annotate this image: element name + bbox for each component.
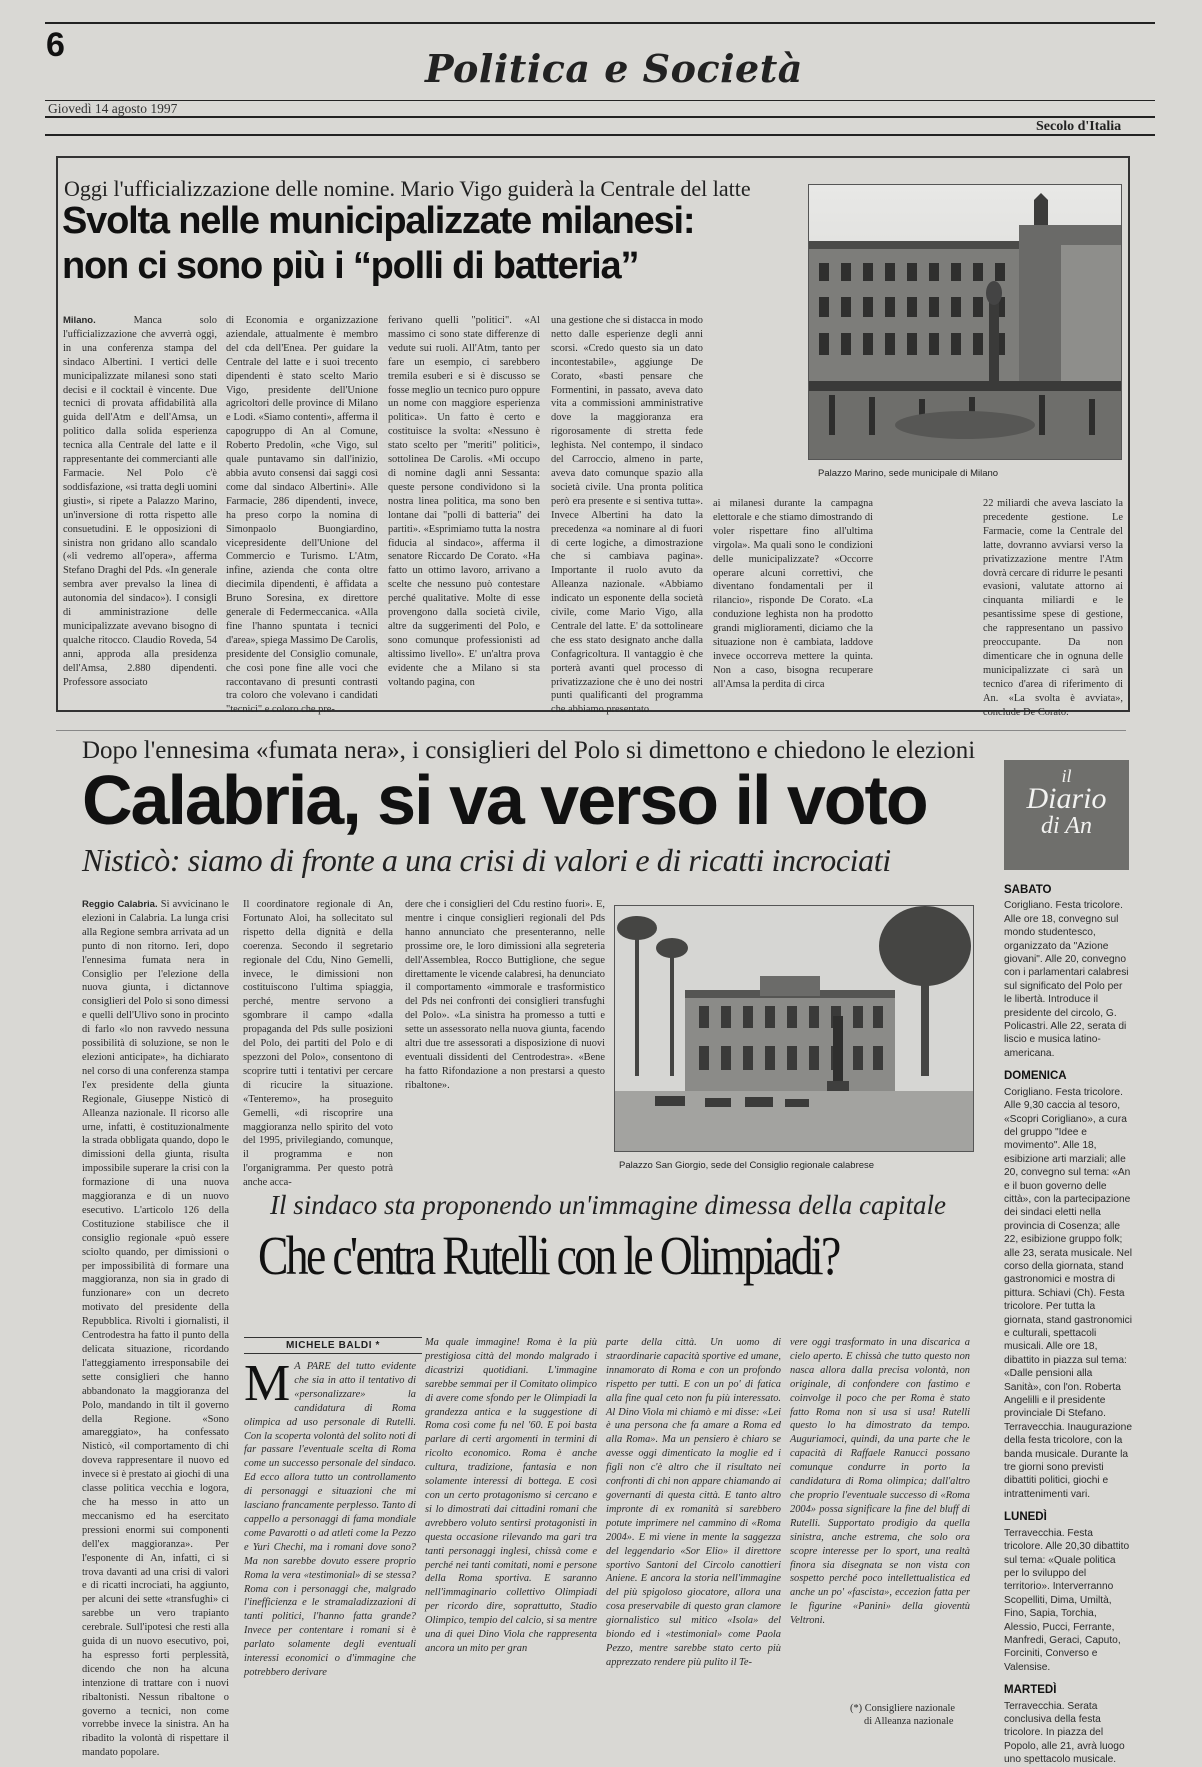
article1-kicker: Oggi l'ufficializzazione delle nomine. Mario Vigo guiderà la Centrale del latte [64,176,751,201]
article3-column-2: Ma quale immagine! Roma è la più prestigiosa città del mondo malgrado i dicastrizi quotidiani. L'immagine sarebbe semmai per il Comitato olimpico di avere come sfondo per le Olimpiadi la grandezza antica e la suggestione di Roma così come fu nel '60. E poi basta parlare di certi argomenti in termini di ricolto economico. Roma è anche cultura, tradizione, fantasia e non solamente interessi di bottega. E così con un certo protagonismo si cercano e si lo dimostrati dai cittadini romani che avrebbero voluto sentirsi protagonisti in questa occasione rilevando ma gari tra tanti personaggi inglesi, chissà come e perché nei tanti comitati, nomi e persone della Roma sportiva. E saranno nell'immaginario collettivo Olimpiadi per ricordo dire, soprattutto, Stadio Olimpico, tempio del calcio, si sa mentre una di quei Dino Viola che rappresenta ancora un mito per gran [425,1337,597,1654]
diary-lunedi-text: Terravecchia. Festa tricolore. Alle 20,30 dibattito sul tema: «Quale politica per lo sviluppo del territorio». Interverranno Scopelliti, Dima, Umiltà, Fino, Sapia, Torchia, Alessio, Pucci, Ferrante, Manfredi, Geraci, Caputo, Forciniti, Converso e Valensise. [1004,1527,1130,1673]
article2-column-2: Il coordinatore regionale di An, Fortunato Aloi, ha sollecitato sul rispetto della dignità e della coerenza. Secondo il segretario regionale del Cdu, Nino Gemelli, invece, le dimissioni non costituiscono l'ultima spiaggia, perché, mentre servono a sgombrare il campo «dalla propaganda del Pds sulle posizioni del Polo, dei partiti del Polo e di spezzoni del Polo», consentono di scoprire tutti i tentativi per cercare di ricucire la situazione. «Tenteremo», ha proseguito Gemelli, «di riscoprire una maggioranza nello spirito del voto del 1995, privilegiando, comunque, il programma e non l'organigramma. Per questo potrà anche acca- [243,899,393,1189]
page-number: 6 [46,26,65,64]
article3-footnote-line1: (*) Consigliere nazionale [850,1703,956,1714]
article3-column-4: vere oggi trasformato in una discarica a cielo aperto. E chissà che tutto questo non nasca allora dalla precisa volontà, non originale, di confondere con fastimo e coinvolge il poco che per Roma è stato fatto Roma non si usa si usa! Rutelli questo lo ha dimostrato da tempo. Auguriamoci, quindi, da una parte che le capacità di Raffaele Ranucci possano comunque condurre in porto la candidatura di Roma olimpica; dall'altro che proprio l'eventuale successo di «Roma 2004» possa significare la fine del bluff di Rutelli. Supportato prodigio da quella sinistra, anche estrema, che solo ora scopre interesse per lo sport, una realtà finora sia disegnata se non vista con sospetto perché poco intellettualistica ed anche un po' «fascista», eccezion fatta per le figurine «Panini» della gioventù Veltroni. [790,1337,970,1627]
diary-sabato-text: Corigliano. Festa tricolore. Alle ore 18, convegno sul mondo studentesco, organizzato da "Azione giovani". Alle 20, convegno con i parlamentari calabresi sul significato del Polo per le libertà. Introduce il presidente del circolo, G. Policastri. Alle 22, serata di liscio e musica latino-americana. [1004,900,1129,1059]
article3-byline: MICHELE BALDI * [244,1337,422,1354]
photo-palazzo-marino [808,184,1122,460]
article1-column-3: ferivano quelli "politici". «Al massimo ci sono state differenze di vedute sui ruoli. All'Atm, tanto per fare un esempio, ci sarebbero tremila esuberi e si è discusso se fosse meglio un tecnico puro oppure un nome con maggiore esperienza politica». Un fatto è certo e costituisce la svolta: «Nessuno è stato scelto per "meriti" politici», sottolinea De Carolis. «Mi occupo di nomine dagli anni Sessanta: queste persone condividono sì la nostra linea politica, ma sono ben lontane dai "polli di batteria" dei partiti». «Esprimiamo tutta la nostra fiducia al sindaco», afferma il senatore Riccardo De Corato. «Ha fatto un ottimo lavoro, arrivano a scelte che nessuno può contestare perché qualitative. Molte di esse provengono dalla società civile, altre da suggerimenti del Polo, e sono comunque professionisti ad altissimo livello». E' un'altra prova evidente che a Milano si sta voltando pagina, con [388,315,540,688]
diary-label-il: il [1061,766,1072,786]
article2-headline: Calabria, si va verso il voto [82,761,927,839]
article3-footnote [850,1702,955,1728]
article2-dateline: Reggio Calabria. [82,899,158,910]
diary-header [1004,760,1129,870]
diary-label-diario: Diario [1026,782,1107,815]
article1-dateline: Milano. [63,315,96,326]
article2-column-1: Reggio Calabria. Si avvicinano le elezioni in Calabria. La lunga crisi alla Regione sembra arrivata ad un punto di non ritorno. Ieri, dopo l'ennesima fumata nera in Consiglio per l'elezione della nuova giunta, i dictannove consiglieri del Polo si sono dimessi e quelli dell'Ulivo sono in procinto di farlo «lo non ravvedo nessuna possibilità di soluzione, se non le elezioni anticipate», ha dichiarato nel corso di una conferenza stampa l'ex presidente della giunta Regionale, Giuseppe Nisticò di Alleanza nazionale. Il ricorso alle urne, infatti, è costituzionalmente la strada obbligata quando, dopo le dimissioni della giunta, risulta impossibile superare la crisi con la formazione di una nuova maggioranza e di un nuovo esecutivo. L'articolo 126 della Costituzione stabilisce che il consiglio regionale «può essere sciolto quando, per dimissioni o per impossibilità di formare una maggioranza, non sia in grado di funzionare» con un decreto motivato del presidente della Repubblica. Rivolti i giornalisti, il Centrodestra ha fatto il punto della delicata situazione, ricordando l'atteggiamento irresponsabile dei sette consiglieri che hanno abbandonato la maggioranza del Polo, mandando in tilt il governo della Regione. «Sono amareggiato», ha confessato Nisticò, «il comportamento di chi doveva rappresentare il nuovo ed invece si è prestato ai giochi di una classe politica vecchia e logora, che ha messo in atto un meccanismo ed ha esercitato pressioni enormi sui componenti dell'ex maggioranza». Per l'esponente di An, infatti, ci si trova davanti ad una crisi di valori e di ricatti incrociati, ha aggiunto, per alcuni dei sette «transfughi» ci sarebbe un vero trapianto cerebrale. Sull'ipotesi che resti alla guida di un nuovo esecutivo, poi, ha espresso forti perplessità, dicendo che non ha alcuna intenzione di trattare con i nuovi ribaltonisti. Nessun ribaltone o governo a tecnici, non come vorrebbe invece la sinistra. An ha ribadito la volontà di rispettare il mandato popolare. [82,899,229,1759]
diary-martedi-text: Terravecchia. Serata conclusiva della festa tricolore. In piazza del Popolo, alle 21, avrà luogo uno spettacolo musicale. [1004,1700,1125,1766]
diary-domenica-text: Corigliano. Festa tricolore. Alle 9,30 caccia al tesoro, «Scopri Corigliano», a cura del gruppo "Idee e movimento". Alle 18, esibizione arti marziali; alle 20, convegno sul tema: «An e il buon governo delle città», con la partecipazione dei sindaci eletti nella provincia di Cosenza; alle 22, esibizione gruppo folk; alle 23, serata musicale. Nel corso della giornata, stand gastronomici e mostra di pittura. Schiavi (Ch). Festa tricolore. Per tutta la giornata, stand gastronomici e culturali, spettacoli musicali. Alle ore 18, dibattito in piazza sul tema: «Dalle pensioni alla Sanità», con l'on. Roberta Angelilli e il presidente provinciale Di Stefano. Terravecchia. Inaugurazione della festa tricolore, con la banda musicale. Durante la tre giorni sono previsti dibattiti politici, giochi e intrattenimenti vari. [1004,1086,1132,1500]
article2-subhead: Nisticò: siamo di fronte a una crisi di valori e di ricatti incrociati [82,842,891,878]
diary-listing [1004,878,1132,1766]
diary-sabato-label: SABATO [1004,884,1052,896]
diary-label-di-an: di An [1041,813,1092,839]
article1-column-6: 22 miliardi che aveva lasciato la precedente gestione. Le Farmacie, come la Centrale del latte, dovranno avviarsi verso la privatizzazione mentre l'Atm dovrà cercare di ridurre le pesanti evasioni, valutate attorno ai cinquanta miliardi e le pesantissime spese di gestione, che rappresentano un passivo preoccupante. Da non dimenticare che in ognuna delle municipalizzate ci sarà un tecnico d'area di riferimento di An. «La svolta è avviata», conclude De Corato. [983,498,1123,718]
article3-dropcap: M [244,1355,291,1412]
diary-lunedi-label: LUNEDÌ [1004,1511,1047,1524]
article2-column-3: dere che i consiglieri del Cdu restino fuori». E, mentre i cinque consiglieri regionali del Pds hanno annunciato che presenteranno, nelle prossime ore, le loro dimissioni alla segreteria dell'Assemblea, Rocco Buttiglione, che segue direttamente le vicende calabresi, ha denunciato il comportamento «immorale e trasformistico del Pds nei confronti dei consiglieri transfughi del Polo». «La sinistra ha promesso a tutti e sette un assessorato nella nuova giunta, facendo altri due tre assessorati a disposizione di nuovi eventuali dissidenti del Centrodestra». «Bene ha fatto Rifondazione a non prestarsi a questo ribaltone». [405,899,605,1091]
article3-column-1: M A PARE del tutto evidente che sia in atto il tentativo di «personalizzare» la candidatura di Roma olimpica ad uso personale di Rutelli. Con la scoperta volontà del solito noti di far passare l'eventuale scelta di Roma come un successo personale del sindaco. Ed ecco allora tutto un controllamento di personaggi e situazioni che mi lasciano francamente perplesso. Tanto di cappello a personaggi di fama mondiale come Pavarotti o ad atleti come la Pezzo e Yuri Chechi, ma i romani dove sono? Ma non sarebbe dovuto essere proprio Roma la vera «testimonial» di se stessa? Roma con i personaggi che, malgrado l'inefficienza e le stramaladizzazioni di tanti politici, l'hanno fatta grande? Invece per contentare i romani si è parlato solamente degli eventuali interessi economici o d'immagine che potrebbero derivare [244,1355,416,1678]
article2-kicker: Dopo l'ennesima «fumata nera», i consiglieri del Polo si dimettono e chiedono le elezioni [82,737,976,764]
article1-column-2: di Economia e organizzazione aziendale, attualmente è membro del cda dell'Enea. Per guidare la Centrale del latte e i suoi trecento dipendenti è stato scelto Mario Vigo, presidente dell'Unione agricoltori delle province di Milano e Lodi. «Siamo contenti», afferma il capogruppo di An al Comune, Roberto Predolin, «che Vigo, sul quale puntavamo sin dall'inizio, abbia avuto consensi dai saggi così come dal sindaco Albertini». Alle Farmacie, 286 dipendenti, invece, ha preso corpo la nomina di Simonpaolo Buongiardino, vicepresidente dell'Unione del Commercio e Turismo. L'Atm, infine, azienda che conta oltre diecimila dipendenti, è affidata a Bruno Soresina, ex direttore generale di Federmeccanica. «Alla fine l'hanno spuntata i tecnici d'area», spiega Massimo De Carolis, presidente del Consiglio comunale, che così pone fine alle voci che raccontavano di presunti contrasti tra coloro che volevano i candidati "tecnici" e coloro che pre- [226,315,378,716]
issue-date: Giovedì 14 agosto 1997 [48,101,178,116]
diary-domenica-label: DOMENICA [1004,1070,1067,1083]
article3-column-3: parte della città. Un uomo di straordinarie capacità sportive ed umane, innamorato di Roma e con un profondo rispetto per tutti. E con un po' di fatica alla fine qual ceto non fu più interessato. Al Dino Viola mi chiamò e mi disse: «Lei è una persona che fa amare a Roma ed alla Roma». Ma un pensiero è chiaro se avesse oggi dimenticato la moglie ed i figli non c'è altro che il risultato nei confronti di chi non appare chiamando ai governanti di questa città. E tanto altro impronte di ex romanità si sarebbero potute imprimere nel cammino di «Roma 2004». E mi viene in mente la saggezza del leggendario «Sor Elio» il direttore sportivo Santoni del Circolo canottieri Aniene. E ancora la storia nell'immagine del più spigoloso giocatore, allora una cosa preservabile di questo gran clamore giornalistico sul mitico «Isola» del biondo ed i «testimonial» come Paola Pezzo, mentre sarebbe stato certo più apprezzato rendere più pulito il Te- [606,1337,781,1668]
photo-caption-palazzo-san-giorgio: Palazzo San Giorgio, sede del Consiglio regionale calabrese [619,1160,875,1171]
article3-headline: Che c'entra Rutelli con le Olimpiadi? [258,1225,839,1286]
article3-kicker: Il sindaco sta proponendo un'immagine dimessa della capitale [270,1190,946,1220]
article3-footnote-line2: di Alleanza nazionale [864,1716,954,1727]
article1-column-5: ai milanesi durante la campagna elettorale e che stiamo dimostrando di voler rispettare fino all'ultima virgola». Ma quali sono le condizioni delle municipalizzate? «Occorre operare alcuni correttivi, che diventano fondamentali per il rilancio», risponde De Corato. «La conduzione leghista non ha prodotto grandi miglioramenti, diciamo che la situazione non è cambiata, laddove invece occorreva mettere la quinta. Non a caso, bisogna recuperare all'Amsa la perdita di circa [713,498,873,690]
article1-column-4: una gestione che si distacca in modo netto dalle esperienze degli anni scorsi. «Credo questo sia un dato incontestabile», aggiunge De Corato, «basti pensare che Formentini, in passato, aveva dato vita a commissioni amministrative dove la maggioranza era rigorosamente di stretta fede leghista. Nel contempo, il sindaco del Carroccio, almeno in parte, aveva dato comunque spazio alla società civile. Una pronta politica però era presente e si sentiva tutta». Invece Albertini ha dato la precedenza «a nominare al di fuori di certe logiche, a dimostrazione che si cambiava pagina». Importante il ruolo avuto da Alleanza nazionale. «Abbiamo indicato un esponente della società civile, come Mario Vigo, alla Centrale del latte. E' da sottolineare che ess stato designato anche dalla Confagricoltura. Il vantaggio è che porterà avanti quel processo di privatizzazione che è uno dei nostri punti qualificanti del programma che abbiamo presentato [551,315,703,716]
diary-martedi-label: MARTEDÌ [1004,1684,1057,1697]
section-title: Politica e Società [425,46,803,91]
article1-headline-line2: non ci sono più i “polli di batteria” [62,245,639,287]
photo-palazzo-san-giorgio [614,905,974,1152]
newspaper-name: Secolo d'Italia [1036,119,1122,134]
article1-headline-line1: Svolta nelle municipalizzate milanesi: [62,200,695,242]
photo-caption-palazzo-marino: Palazzo Marino, sede municipale di Milano [818,468,999,479]
article1-column-1: Milano. Manca solo l'ufficializzazione che avverrà oggi, in una conferenza stampa del sindaco Albertini. I vertici delle municipalizzate milanesi sono stati decisi e il cocktail è vincente. Due tecnici di provata affidabilità alla guida dell'Atm e dell'Amsa, un politico dalla solida esperienza tecnica alla Centrale del latte e il rappresentante dei commercianti alle Farmacie. Nel Polo c'è soddisfazione, «si tratta degli uomini giusti», si ripete a Palazzo Marino, un'inversione di rotta rispetto alle consuetudini. E le opposizioni di sinistra non gridano allo scandalo («li vedremo all'opera», afferma Stefano Draghi del Pds. «In generale sembra aver prevalso la linea di autonomia del sindaco»). I consigli di amministrazione delle municipalizzate avevano bisogno di qualche ritocco. Claudio Roveda, 54 anni, approda alla presidenza dell'Amsa, 2.880 dipendenti. Professore associato [63,315,217,688]
